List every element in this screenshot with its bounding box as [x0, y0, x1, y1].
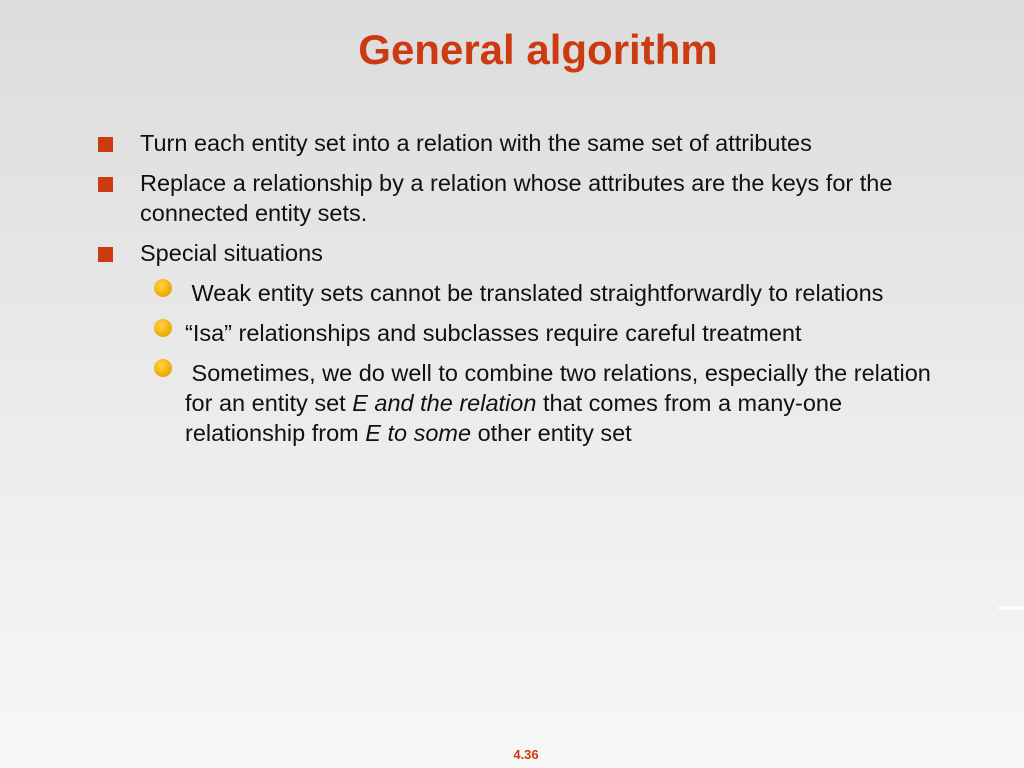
slide-title: General algorithm — [358, 26, 718, 73]
bullet-item — [98, 128, 938, 158]
sub-bullet-item — [140, 318, 938, 348]
text-run: Sometimes, we do well to combine two relations, especially the relation for an entity set — [185, 360, 938, 416]
round-bullet-icon — [154, 319, 172, 337]
bullet-text: Turn each entity set into a relation with the same set of attributes — [140, 130, 812, 156]
sub-bullet-text — [185, 358, 938, 448]
sub-bullet-text: “Isa” relationships and subclasses require careful treatment — [185, 320, 802, 346]
text-run: that comes from a many-one relationship from — [185, 390, 849, 446]
sub-bullet-item — [140, 358, 938, 448]
square-bullet-icon — [98, 137, 113, 152]
page-number: 4.36 — [513, 747, 539, 762]
bullet-item — [98, 238, 938, 448]
bullet-text: Replace a relationship by a relation whose attributes are the keys for the connected entity sets. — [140, 170, 893, 226]
edge-decoration — [998, 606, 1024, 610]
bullet-text: Special situations — [140, 240, 323, 266]
sub-bullet-item — [140, 278, 938, 308]
italic-run: E and the relation — [352, 390, 537, 416]
square-bullet-icon — [98, 177, 113, 192]
italic-run: E to some — [365, 420, 472, 446]
text-run: other entity set — [471, 420, 632, 446]
bullet-item — [98, 168, 938, 228]
sub-bullet-list — [140, 278, 938, 448]
round-bullet-icon — [154, 359, 172, 377]
round-bullet-icon — [154, 279, 172, 297]
sub-bullet-text: Weak entity sets cannot be translated straightforwardly to relations — [185, 280, 884, 306]
square-bullet-icon — [98, 247, 113, 262]
slide-content — [98, 128, 938, 458]
